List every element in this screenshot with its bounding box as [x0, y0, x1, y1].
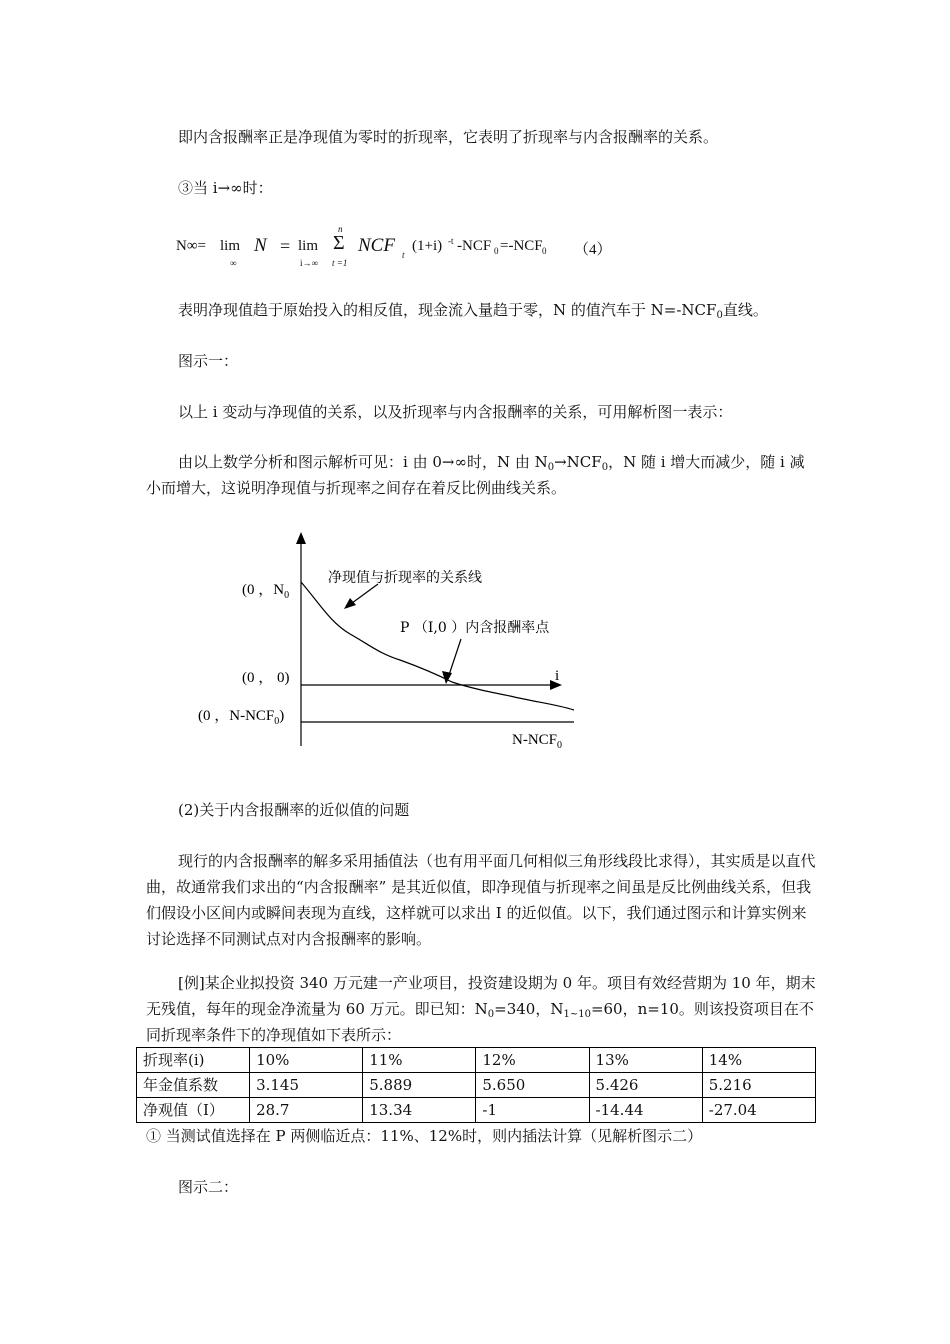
- table-cell: 折现率(i): [137, 1048, 250, 1073]
- table-cell: 5.889: [363, 1073, 476, 1098]
- subscript-0: 0: [547, 462, 555, 473]
- formula-ncf0-subscript-2: 0: [542, 246, 547, 256]
- paragraph-example-part-3: =60，n=10。则该投资项目在不同折现率条件下的净现值如下表所示：: [146, 1000, 814, 1044]
- irr-point-pointer: [448, 639, 461, 678]
- formula-lim-1: lim: [220, 238, 241, 254]
- section-heading-approximation: (2)关于内含报酬率的近似值的问题: [178, 801, 410, 819]
- formula-ncf0-subscript-1: 0: [494, 246, 499, 256]
- y-label-low-text: (0 ，N-NCF: [198, 708, 275, 724]
- formula-result: =-NCF: [500, 238, 543, 254]
- subscript-0: 0: [601, 462, 609, 473]
- table-cell: 净观值（I）: [137, 1098, 250, 1123]
- formula-ncf-subscript: t: [402, 250, 405, 260]
- npv-table: [136, 1047, 816, 1123]
- paragraph-figure-intro: 以上 i 变动与净现值的关系，以及折现率与内含报酬率的关系，可用解析图一表示：: [178, 403, 733, 421]
- paragraph-example: [146, 970, 818, 1048]
- bottom-label-subscript: 0: [557, 740, 563, 751]
- npv-curve: [301, 582, 574, 710]
- table-cell: 13%: [589, 1048, 702, 1073]
- y-label-low: [198, 708, 284, 727]
- table-cell: 12%: [476, 1048, 589, 1073]
- table-cell: -14.44: [589, 1098, 702, 1123]
- y-label-top-subscript: 0: [284, 590, 290, 601]
- paragraph-interpolation: 现行的内含报酬率的解多采用插值法（也有用平面几何相似三角形线段比求得），其实质是以直代曲，故通常我们求出的“内含报酬率” 是其近似值，即净现值与折现率之间虽是反比例曲线关系，但我们假设小区间内或瞬间表现为直线，这样就可以求出 I 的近似值。以下，我们通过图示和计算实例来讨论选择不同测试点对内含报酬率的影响。: [146, 852, 816, 948]
- subscript-0: 0: [487, 1009, 495, 1020]
- paragraph-limit-meaning-text: 表明净现值趋于原始投入的相反值，现金流入量趋于零，N 的值汽车于 N=-NCF: [178, 301, 717, 319]
- formula-equals: =: [280, 236, 291, 256]
- paragraph-limit-meaning: [178, 299, 768, 321]
- x-axis-label: i: [555, 668, 560, 684]
- table-cell: 3.145: [250, 1073, 363, 1098]
- paragraph-limit-meaning-tail: 直线。: [722, 301, 768, 319]
- paragraph-analysis: [146, 449, 818, 501]
- formula-lim-2-subscript: i→∞: [300, 258, 318, 268]
- formula-sum-sign: Σ: [333, 232, 345, 254]
- formula-sum-upper: n: [338, 224, 343, 234]
- table-cell: 14%: [702, 1048, 815, 1073]
- paragraph-analysis-part-3: ，N 随 i 增大而减少，随 i 减小而增大，这说明净现值与折现率之间存在着反比例曲线关系。: [146, 453, 805, 497]
- formula-ncf: NCF: [358, 235, 395, 256]
- y-axis-arrow-icon: [296, 532, 306, 544]
- figure-1-npv-curve: [190, 524, 590, 760]
- table-cell: 13.34: [363, 1098, 476, 1123]
- y-label-top: [242, 582, 289, 601]
- y-label-low-subscript: 0: [274, 716, 280, 727]
- formula-sum-lower: t =1: [332, 258, 348, 268]
- formula-exponent: -t: [448, 236, 454, 246]
- y-label-origin: (0 ， 0): [242, 670, 290, 686]
- formula-4: [176, 226, 776, 272]
- curve-pointer-arrow-icon: [344, 598, 356, 609]
- table-cell: 5.426: [589, 1073, 702, 1098]
- curve-label: 净现值与折现率的关系线: [328, 570, 482, 586]
- bottom-label-text: N-NCF: [512, 732, 558, 748]
- table-row: [137, 1073, 816, 1098]
- table-cell: -27.04: [702, 1098, 815, 1123]
- formula-N: N: [254, 235, 267, 256]
- paragraph-limit-case: ③当 i→∞时：: [178, 179, 273, 197]
- bottom-label: [512, 732, 562, 751]
- paragraph-irr-definition: 即内含报酬率正是净现值为零时的折现率，它表明了折现率与内含报酬率的关系。: [178, 128, 719, 146]
- paragraph-example-part-1: [例]某企业拟投资 340 万元建一产业项目，投资建设期为 0 年。项目有效经营期为 10 年，期末无残值，每年的现金净流量为 60 万元。即已知：N: [146, 974, 816, 1018]
- y-label-top-text: (0 ，N: [242, 582, 285, 598]
- paragraph-example-part-2: =340，N: [494, 1000, 564, 1018]
- table-cell: 11%: [363, 1048, 476, 1073]
- formula-number: （4）: [574, 242, 612, 258]
- table-cell: 28.7: [250, 1098, 363, 1123]
- table-cell: 10%: [250, 1048, 363, 1073]
- paragraph-analysis-part-2: →NCF: [554, 453, 602, 471]
- figure-1-heading: 图示一：: [178, 352, 239, 370]
- formula-minus-ncf: -NCF: [457, 238, 492, 254]
- subscript-range: 1~10: [563, 1009, 591, 1020]
- formula-lim-1-subscript: ∞: [230, 258, 237, 268]
- paragraph-analysis-part-1: 由以上数学分析和图示解析可见：i 由 0→∞时，N 由 N: [178, 453, 548, 471]
- subscript-0: 0: [716, 310, 723, 321]
- table-cell: 5.216: [702, 1073, 815, 1098]
- table-row: [137, 1098, 816, 1123]
- figure-2-heading: 图示二：: [178, 1178, 239, 1196]
- table-cell: -1: [476, 1098, 589, 1123]
- formula-lead: N∞=: [176, 238, 206, 254]
- irr-point-label: P （I,0 ）内含报酬率点: [400, 620, 550, 636]
- paragraph-test-points: ① 当测试值选择在 P 两侧临近点：11%、12%时，则内插法计算（见解析图示二）: [146, 1127, 703, 1145]
- formula-lim-2: lim: [298, 238, 319, 254]
- table-cell: 5.650: [476, 1073, 589, 1098]
- formula-discount: (1+i): [412, 238, 443, 254]
- table-cell: 年金值系数: [137, 1073, 250, 1098]
- table-row: [137, 1048, 816, 1073]
- y-label-low-paren: ): [279, 708, 285, 724]
